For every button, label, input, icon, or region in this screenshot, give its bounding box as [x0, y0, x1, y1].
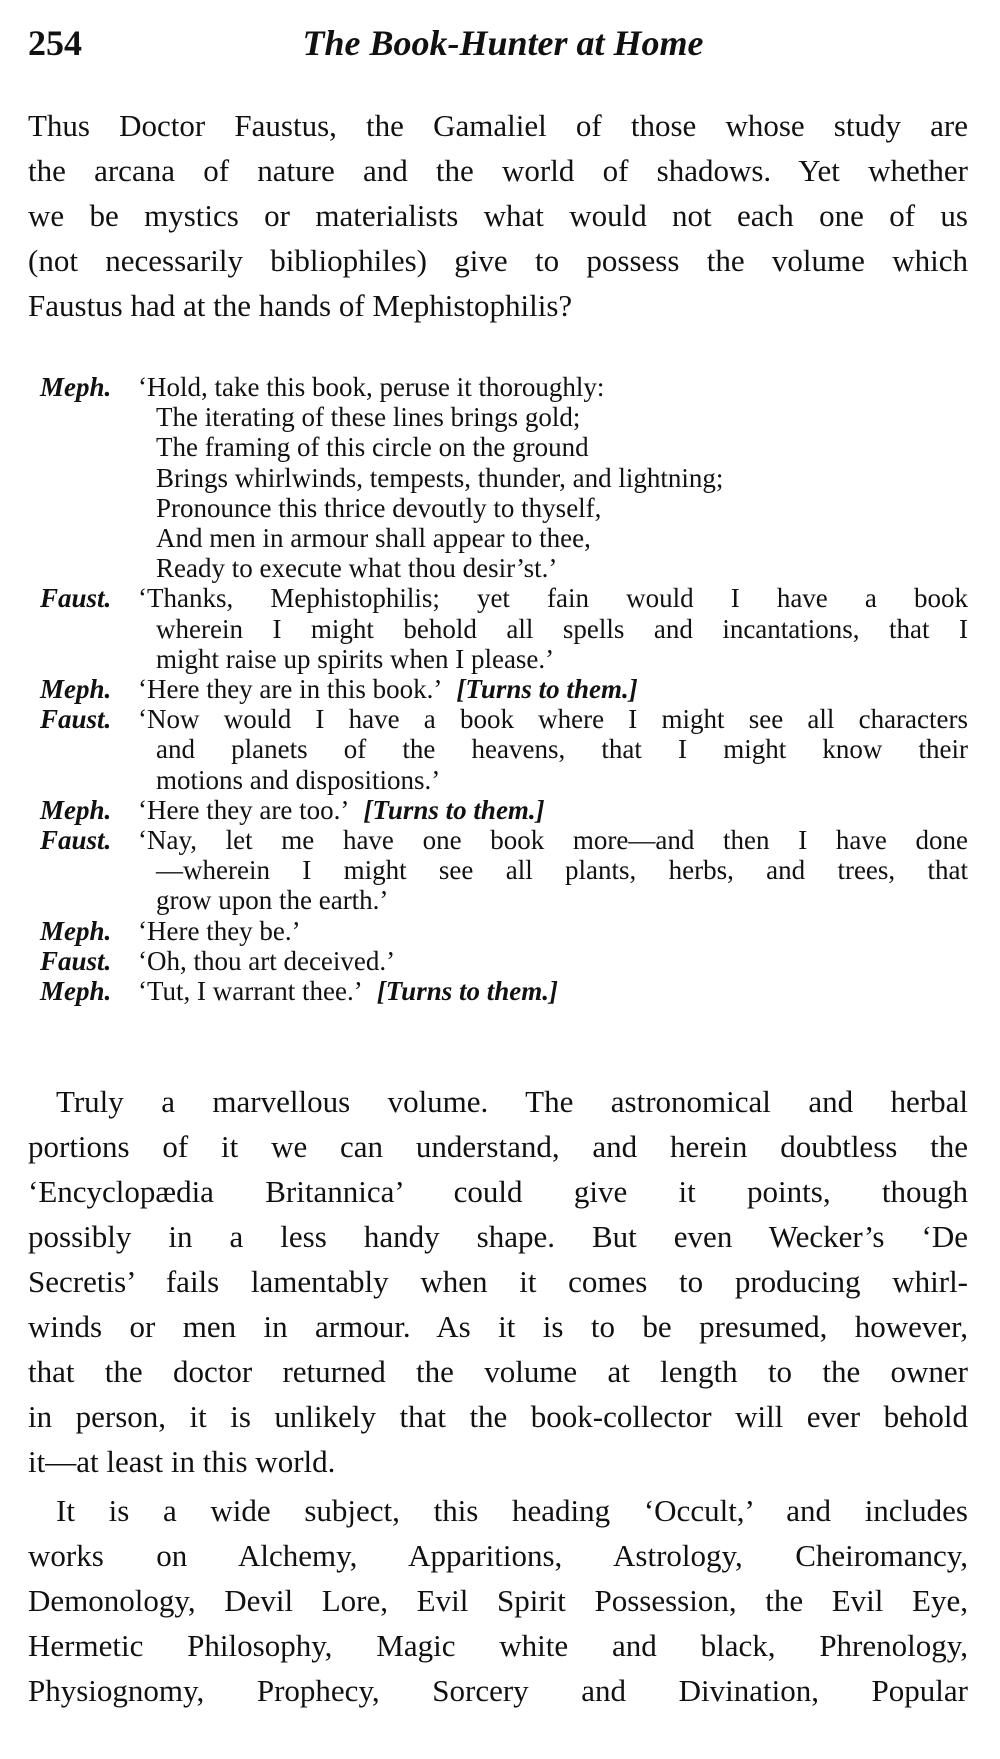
speech	[40, 916, 968, 946]
speech-text: ‘Here they are in this book.’	[138, 674, 443, 705]
paragraph-marvellous-volume	[28, 1079, 968, 1484]
speech-line: ‘Nay, let me have one book more—and then I have done	[138, 825, 968, 856]
speech	[40, 795, 968, 825]
speech-line: wherein I might behold all spells and incantations, that I	[156, 613, 968, 644]
speech-line: ‘Oh, thou art deceived.’	[138, 945, 396, 976]
text-line: possibly in a less handy shape. But even Wecker’s ‘De	[28, 1219, 968, 1254]
text-line: ‘Encyclopædia Britannica’ could give it points, though	[28, 1174, 968, 1209]
speech	[40, 976, 968, 1006]
verse-line: Ready to execute what thou desir’st.’	[156, 553, 558, 584]
speech-line: ‘Here they be.’	[138, 915, 301, 946]
speaker-label: Meph.	[40, 976, 112, 1007]
speech-line: ‘Now would I have a book where I might see all characters	[138, 704, 968, 735]
verse-line: ‘Hold, take this book, peruse it thoroughly:	[138, 372, 605, 402]
paragraph-intro	[28, 103, 968, 328]
text-line: Hermetic Philosophy, Magic white and black, Phrenology,	[28, 1628, 968, 1663]
speech-text: ‘Here they are too.’	[138, 794, 350, 825]
text-line: It is a wide subject, this heading ‘Occult,’ and includes	[56, 1493, 968, 1528]
speech-line: —wherein I might see all plants, herbs, and trees, that	[156, 855, 968, 886]
text-line: that the doctor returned the volume at length to the owner	[28, 1354, 968, 1389]
speech-text: ‘Tut, I warrant thee.’	[138, 976, 363, 1007]
speaker-label: Meph.	[40, 674, 112, 705]
speech-line	[138, 795, 968, 825]
verse-line: And men in armour shall appear to thee,	[156, 523, 591, 554]
speech	[40, 674, 968, 704]
speech-line: grow upon the earth.’	[156, 885, 389, 916]
text-line: winds or men in armour. As it is to be presumed, however,	[28, 1309, 968, 1344]
speech-line: motions and dispositions.’	[156, 764, 441, 795]
speech-line: ‘Thanks, Mephistophilis; yet fain would I have a book	[138, 583, 968, 614]
speech	[40, 372, 968, 583]
text-line: Truly a marvellous volume. The astronomical and herbal	[56, 1084, 968, 1119]
text-line: portions of it we can understand, and herein doubtless the	[28, 1129, 968, 1164]
speech-line	[138, 674, 968, 704]
speech	[40, 583, 968, 674]
text-line: we be mystics or materialists what would not each one of us	[28, 198, 968, 233]
text-line: Thus Doctor Faustus, the Gamaliel of those whose study are	[28, 108, 968, 143]
speech-line: and planets of the heavens, that I might know their	[156, 734, 968, 765]
speaker-label: Meph.	[40, 915, 112, 946]
text-line: in person, it is unlikely that the book-collector will ever behold	[28, 1399, 968, 1434]
text-line: it—at least in this world.	[28, 1444, 336, 1479]
speaker-label: Faust.	[40, 704, 112, 735]
text-line: (not necessarily bibliophiles) give to possess the volume which	[28, 243, 968, 278]
page-header	[28, 22, 968, 72]
speaker-label: Meph.	[40, 372, 112, 402]
page-number: 254	[28, 23, 82, 63]
verse-line: The iterating of these lines brings gold;	[156, 402, 581, 433]
speech	[40, 704, 968, 795]
speaker-label: Faust.	[40, 945, 112, 976]
speaker-label: Faust.	[40, 583, 112, 614]
speaker-label: Meph.	[40, 794, 112, 825]
speech-line: might raise up spirits when I please.’	[156, 643, 555, 674]
speech	[40, 825, 968, 916]
text-line: Secretis’ fails lamentably when it comes to producing whirl-	[28, 1264, 968, 1299]
running-title: The Book-Hunter at Home	[302, 23, 704, 63]
text-line: Faustus had at the hands of Mephistophilis?	[28, 288, 573, 323]
stage-direction: [Turns to them.]	[376, 976, 558, 1007]
text-line: Physiognomy, Prophecy, Sorcery and Divination, Popular	[28, 1673, 968, 1708]
verse-line: Pronounce this thrice devoutly to thyself,	[156, 492, 602, 523]
speech	[40, 946, 968, 976]
text-line: the arcana of nature and the world of shadows. Yet whether	[28, 153, 968, 188]
stage-direction: [Turns to them.]	[456, 674, 638, 705]
speech-line	[138, 976, 968, 1006]
verse-line: Brings whirlwinds, tempests, thunder, and lightning;	[156, 462, 724, 493]
speaker-label: Faust.	[40, 825, 112, 856]
verse-line: The framing of this circle on the ground	[156, 432, 589, 463]
paragraph-occult	[28, 1488, 968, 1713]
text-line: works on Alchemy, Apparitions, Astrology, Cheiromancy,	[28, 1538, 968, 1573]
text-line: Demonology, Devil Lore, Evil Spirit Possession, the Evil Eye,	[28, 1583, 968, 1618]
dialogue-quotation	[40, 372, 968, 1006]
stage-direction: [Turns to them.]	[363, 794, 545, 825]
